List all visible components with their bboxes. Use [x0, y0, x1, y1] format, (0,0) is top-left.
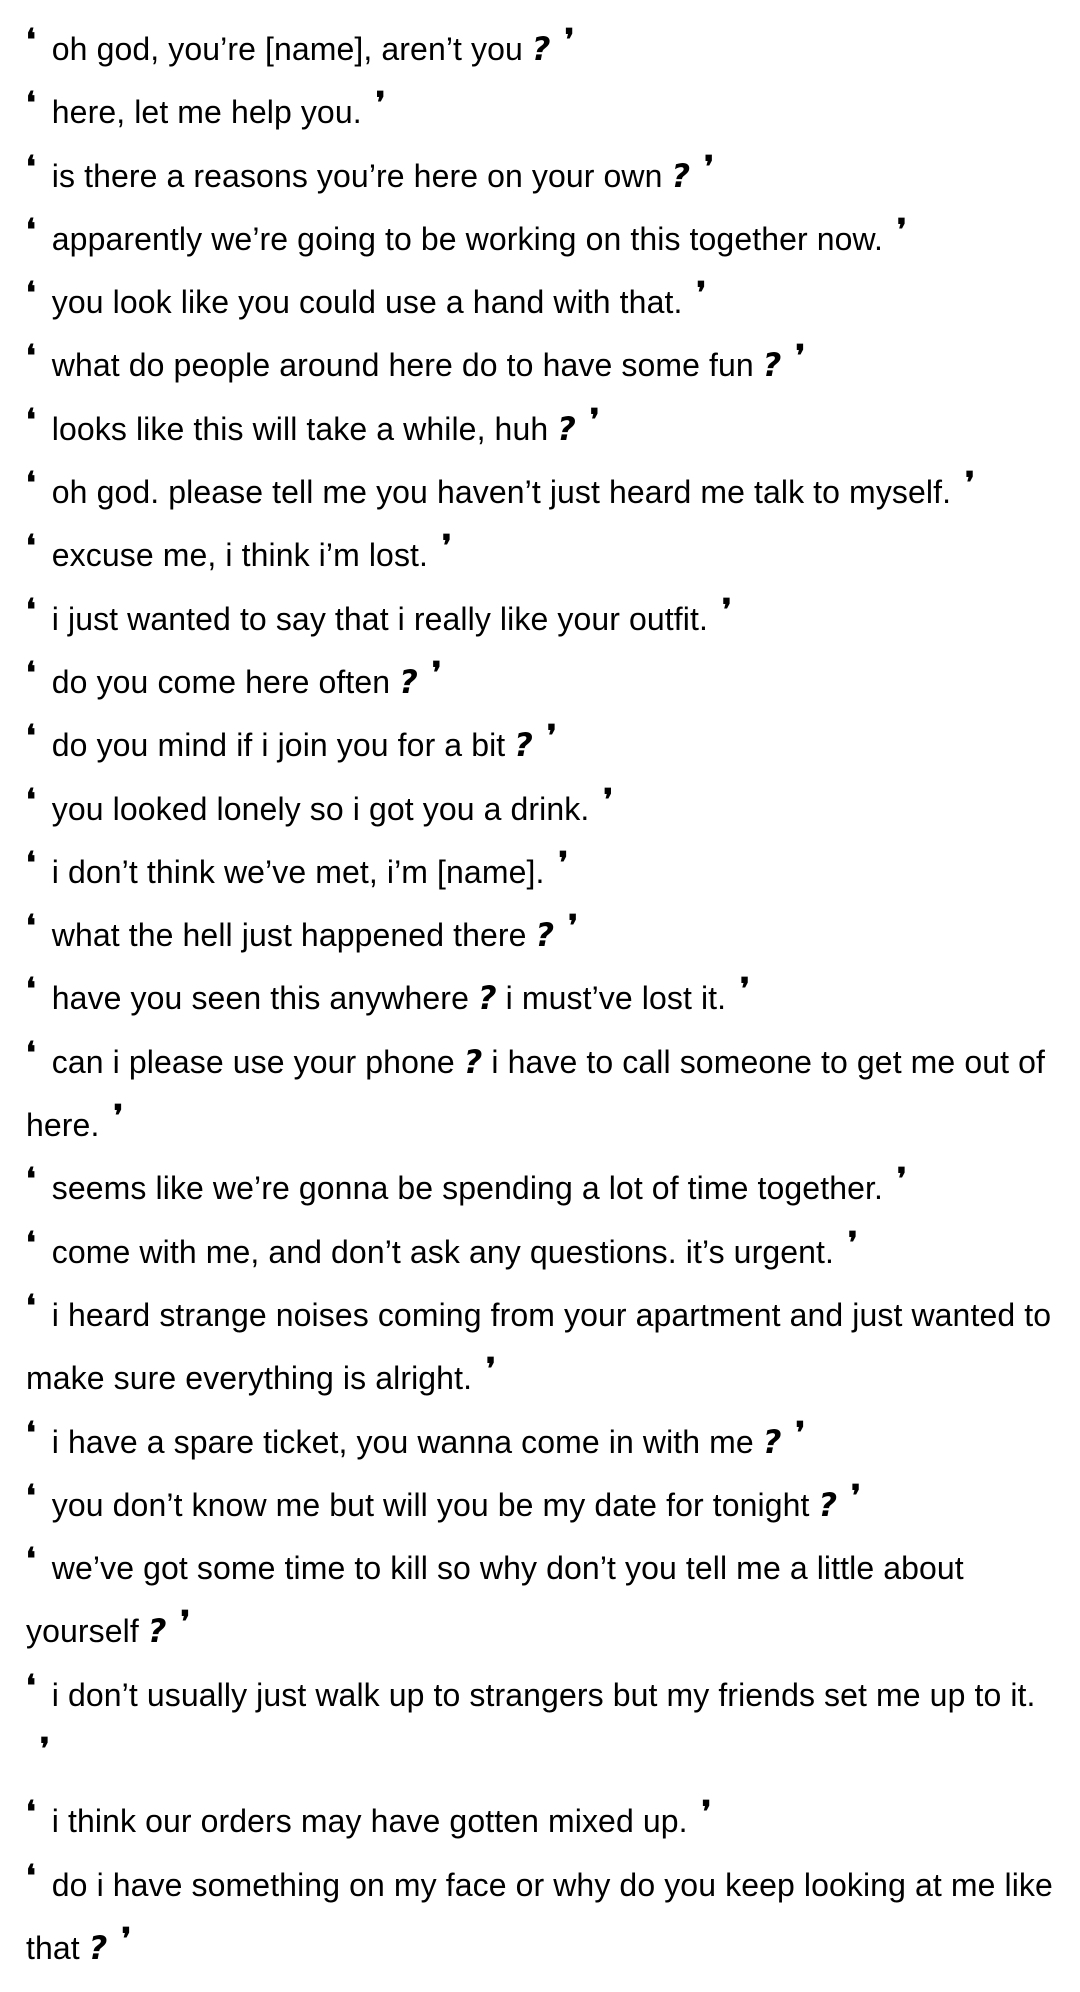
prompt-text: what do people around here do to have some fun ?: [51, 346, 782, 385]
open-quote-icon: ❛: [26, 1162, 36, 1198]
close-quote-icon: ❜: [848, 1225, 858, 1261]
prompt-item: [26, 334, 1054, 397]
prompt-text: you look like you could use a hand with that.: [51, 284, 683, 321]
close-quote-icon: ❜: [442, 529, 452, 565]
prompt-text: i have a spare ticket, you wanna come in with me ?: [51, 1422, 782, 1461]
prompt-text: do you come here often ?: [51, 662, 418, 701]
prompt-list: [26, 18, 1054, 1980]
prompt-item: [26, 967, 1054, 1030]
close-quote-icon: ❜: [431, 655, 442, 691]
prompt-text: here, let me help you.: [51, 94, 362, 131]
prompt-item: [26, 461, 1054, 524]
open-quote-icon: ❛: [26, 592, 36, 628]
close-quote-icon: ❜: [121, 1921, 132, 1957]
close-quote-icon: ❜: [795, 339, 806, 375]
prompt-text: i just wanted to say that i really like your outfit.: [51, 600, 708, 637]
close-quote-icon: ❜: [564, 23, 575, 58]
prompt-item: [26, 398, 1054, 461]
close-quote-icon: ❜: [546, 719, 557, 755]
close-quote-icon: ❜: [740, 972, 750, 1008]
prompt-text: oh god. please tell me you haven’t just heard me talk to myself.: [51, 474, 952, 511]
open-quote-icon: ❛: [26, 86, 36, 122]
open-quote-icon: ❛: [26, 719, 36, 755]
open-quote-icon: ❛: [26, 1795, 36, 1831]
prompt-text: come with me, and don’t ask any questions. it’s urgent.: [51, 1233, 834, 1270]
close-quote-icon: ❜: [851, 1478, 861, 1514]
open-quote-icon: ❛: [26, 149, 36, 185]
open-quote-icon: ❛: [26, 276, 36, 312]
close-quote-icon: ❜: [558, 845, 569, 881]
close-quote-icon: ❜: [486, 1352, 496, 1388]
prompt-text: can i please use your phone ? i have to call someone to get me out of here.: [26, 1042, 1045, 1144]
close-quote-icon: ❜: [180, 1605, 191, 1641]
open-quote-icon: ❛: [26, 1288, 36, 1324]
prompt-text: i heard strange noises coming from your apartment and just wanted to make sure everything is alright.: [26, 1296, 1052, 1397]
prompt-item: [26, 1474, 1054, 1537]
close-quote-icon: ❜: [704, 149, 714, 185]
open-quote-icon: ❛: [26, 212, 36, 248]
prompt-text: oh god, you’re [name], aren’t you ?: [51, 30, 551, 68]
prompt-text: is there a reasons you’re here on your own ?: [51, 156, 691, 195]
open-quote-icon: ❛: [26, 655, 36, 691]
prompt-item: [26, 524, 1054, 587]
prompt-item: [26, 271, 1054, 334]
prompt-text: apparently we’re going to be working on this together now.: [51, 220, 883, 257]
close-quote-icon: ❜: [721, 592, 732, 628]
close-quote-icon: ❜: [965, 466, 975, 502]
prompt-text: i don’t usually just walk up to strangers but my friends set me up to it.: [51, 1676, 1036, 1713]
open-quote-icon: ❛: [26, 972, 36, 1008]
prompt-item: [26, 1664, 1054, 1791]
prompt-item: [26, 81, 1054, 144]
open-quote-icon: ❛: [26, 1035, 36, 1071]
open-quote-icon: ❛: [26, 1415, 36, 1451]
prompt-item: [26, 1221, 1054, 1284]
open-quote-icon: ❛: [26, 1478, 36, 1514]
prompt-item: [26, 778, 1054, 841]
prompt-item: [26, 588, 1054, 651]
close-quote-icon: ❜: [568, 909, 578, 945]
close-quote-icon: ❜: [696, 276, 707, 312]
prompt-text: seems like we’re gonna be spending a lot of time together.: [51, 1170, 883, 1207]
prompt-item: [26, 1157, 1054, 1220]
open-quote-icon: ❛: [26, 1858, 36, 1894]
prompt-item: [26, 1411, 1054, 1474]
prompt-text: excuse me, i think i’m lost.: [51, 537, 429, 574]
prompt-text: do i have something on my face or why do you keep looking at me like that ?: [26, 1866, 1053, 1967]
open-quote-icon: ❛: [26, 909, 36, 945]
open-quote-icon: ❛: [26, 1225, 36, 1261]
close-quote-icon: ❜: [375, 86, 386, 122]
prompt-item: [26, 18, 1054, 81]
open-quote-icon: ❛: [26, 845, 36, 881]
open-quote-icon: ❛: [26, 402, 36, 438]
open-quote-icon: ❛: [26, 1668, 36, 1704]
prompt-item: [26, 1537, 1054, 1664]
open-quote-icon: ❛: [26, 782, 36, 818]
open-quote-icon: ❛: [26, 1542, 36, 1578]
prompt-item: [26, 1284, 1054, 1411]
prompt-item: [26, 651, 1054, 714]
close-quote-icon: ❜: [795, 1415, 806, 1451]
prompt-item: [26, 1854, 1054, 1981]
prompt-item: [26, 1790, 1054, 1853]
open-quote-icon: ❛: [26, 529, 36, 565]
close-quote-icon: ❜: [896, 1162, 907, 1198]
prompt-text: i think our orders may have gotten mixed up.: [51, 1803, 688, 1840]
prompt-text: i don’t think we’ve met, i’m [name].: [51, 853, 545, 890]
prompt-text: what the hell just happened there ?: [51, 916, 555, 955]
close-quote-icon: ❜: [589, 402, 600, 438]
open-quote-icon: ❛: [26, 466, 36, 502]
prompt-text: you looked lonely so i got you a drink.: [51, 790, 590, 827]
close-quote-icon: ❜: [701, 1795, 712, 1831]
prompt-text: have you seen this anywhere ? i must’ve lost it.: [51, 979, 727, 1018]
close-quote-icon: ❜: [40, 1732, 50, 1768]
open-quote-icon: ❛: [26, 339, 36, 375]
prompt-item: [26, 208, 1054, 271]
open-quote-icon: ❛: [26, 23, 36, 58]
prompt-text: you don’t know me but will you be my date for tonight ?: [51, 1485, 838, 1524]
prompt-item: [26, 145, 1054, 208]
prompt-item: [26, 714, 1054, 777]
close-quote-icon: ❜: [603, 782, 614, 818]
prompt-text: we’ve got some time to kill so why don’t you tell me a little about yourself ?: [26, 1550, 964, 1651]
close-quote-icon: ❜: [897, 212, 907, 248]
prompt-item: [26, 904, 1054, 967]
prompt-item: [26, 841, 1054, 904]
close-quote-icon: ❜: [113, 1099, 124, 1135]
prompt-item: [26, 1031, 1054, 1158]
prompt-text: do you mind if i join you for a bit ?: [51, 726, 533, 765]
prompt-text: looks like this will take a while, huh ?: [51, 409, 576, 448]
